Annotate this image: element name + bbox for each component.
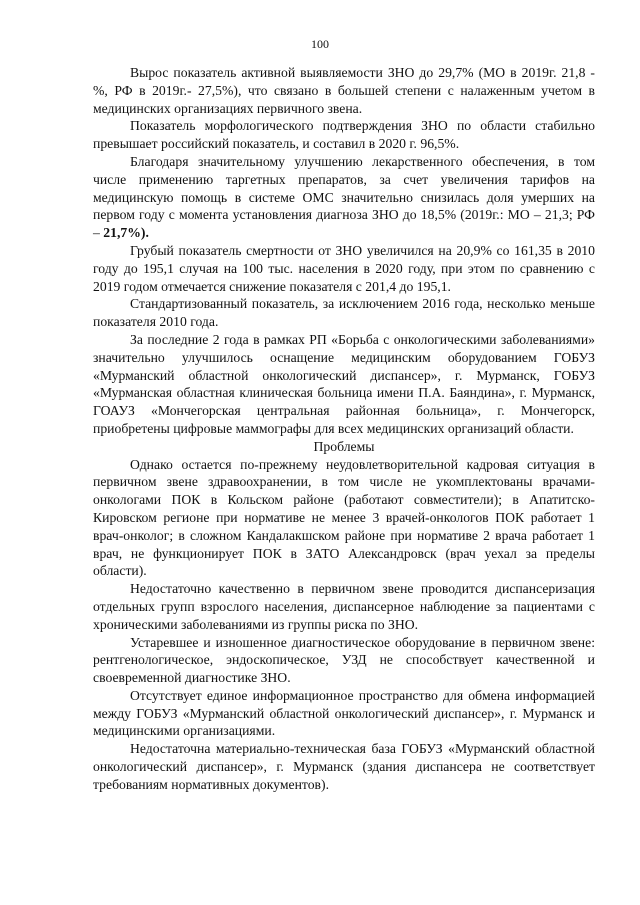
paragraph-screening: Недостаточно качественно в первичном звене проводится диспансеризация отдельных групп взрослого населения, диспансерное наблюдение за пациентами с хроническими заболеваниями из группы риска по ЗНО.: [93, 581, 595, 632]
bold-value: 21,7%).: [103, 225, 149, 241]
paragraph-information-space: Отсутствует единое информационное пространство для обмена информацией между ГОБУЗ «Мурманский областной онкологический диспансер», г. Мурманск и медицинскими организациями.: [93, 687, 595, 739]
paragraph-equipment: За последние 2 года в рамках РП «Борьба с онкологическими заболеваниями» значительно улучшилось оснащение медицинским оборудованием ГОБУЗ «Мурманский областной онкологический диспансер», г. Мурманск, ГОБУЗ «Мурманская областная клиническая больница имени П.А. Баяндина», г. Мурманск, ГОАУЗ «Мончегорская центральная районная больница», г. Мончегорск, приобретены цифровые маммографы для всех медицинских организаций области.: [93, 331, 595, 436]
paragraph-outdated-equipment: Устаревшее и изношенное диагностическое оборудование в первичном звене: рентгенологическое, эндоскопическое, УЗД не способствует качественной и своевременной диагностике ЗНО.: [93, 634, 595, 686]
page-number: 100: [311, 37, 329, 51]
paragraph-detection-rate: Вырос показатель активной выявляемости ЗНО до 29,7% (МО в 2019г. 21,8 - %, РФ в 2019г.- 27,5%), что связано в большей степени с налаженным учетом в медицинских организациях первичного звена.: [93, 65, 595, 116]
paragraph-morphological-confirmation: Показатель морфологического подтверждения ЗНО по области стабильно превышает российский показатель, и составил в 2020 г. 96,5%.: [93, 118, 595, 152]
paragraph-mortality: Грубый показатель смертности от ЗНО увеличился на 20,9% со 161,35 в 2010 году до 195,1 случая на 100 тыс. населения в 2020 году, при этом по сравнению с 2019 годом отмечается снижение показателя с 201,4 до 195,1.: [93, 242, 595, 294]
paragraph-staffing: Однако остается по-прежнему неудовлетворительной кадровая ситуация в первичном звене здравоохранении, в том числе не укомплектованы врачами-онкологами ПОК в Кольском районе (работают совместители); в Апатитско-Кировском регионе при нормативе не менее 3 врачей-онкологов ПОК работает 1 врач-онколог; в сложном Кандалакшском районе при нормативе 2 врача работает 1 врач, не функционирует ПОК в ЗАТО Александровск (врач уехал за пределы области).: [93, 456, 595, 579]
document-body: [93, 64, 595, 794]
paragraph-material-base: Недостаточна материально-техническая база ГОБУЗ «Мурманский областной онкологический диспансер», г. Мурманск (здания диспансера не соответствует требованиям нормативных документов).: [93, 741, 595, 792]
paragraph-standardized-rate: Стандартизованный показатель, за исключением 2016 года, несколько меньше показателя 2010 года.: [93, 296, 595, 330]
section-heading-problems: Проблемы: [313, 438, 375, 454]
paragraph-drug-supply: [93, 153, 595, 242]
paragraph-drug-supply-text: Благодаря значительному улучшению лекарственного обеспечения, в том числе применению таргетных препаратов, за счет увеличения тарифов на медицинскую помощь в системе ОМС значительно снизилась доля умерших на первом году с момента установления диагноза ЗНО до 18,5% (2019г.: МО – 21,3; РФ –: [93, 153, 595, 241]
